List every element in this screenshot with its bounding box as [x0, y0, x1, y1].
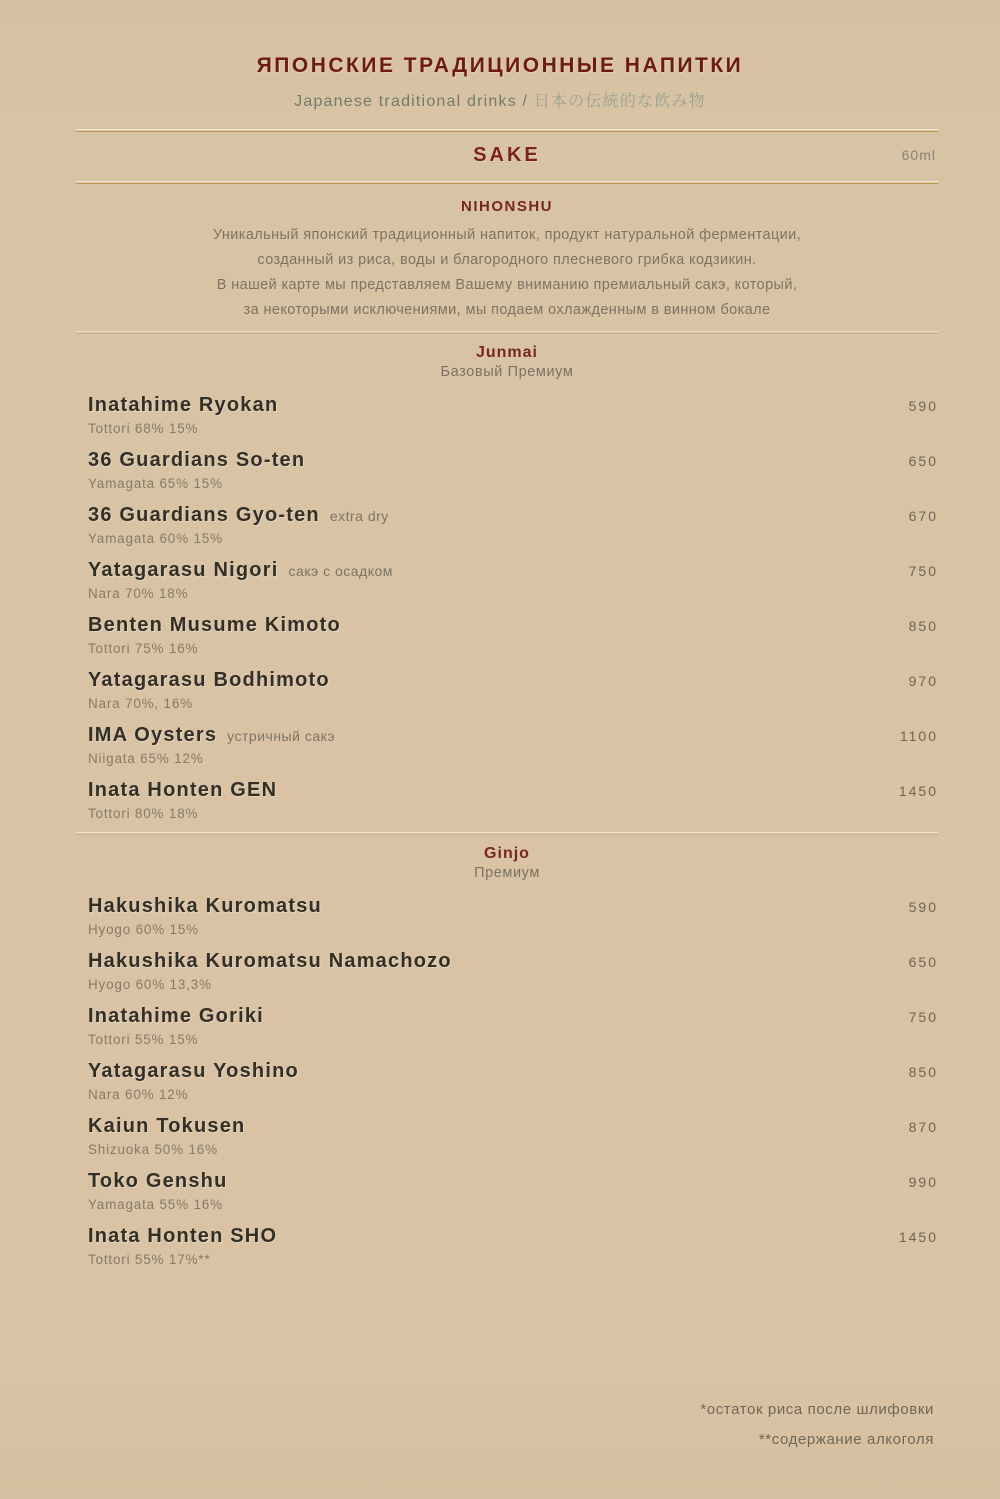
nihonshu-heading: NIHONSHU: [460, 198, 553, 215]
item-details: Tottori 75% 16%: [88, 641, 199, 656]
item-details: Nara 70%, 16%: [88, 696, 193, 711]
item-details: Yamagata 55% 16%: [88, 1197, 223, 1212]
description-line: созданный из риса, воды и благородного плесневого грибка кодзикин.: [257, 252, 757, 268]
item-list: [76, 392, 938, 822]
separator-line: [76, 181, 938, 184]
menu-item: [76, 777, 938, 822]
sake-heading: SAKE: [473, 144, 541, 166]
page-subtitle: [0, 88, 1000, 111]
subtitle-english: Japanese traditional drinks /: [294, 93, 534, 110]
item-price: 970: [908, 673, 938, 689]
menu-item: [76, 893, 938, 938]
menu-item: [76, 447, 938, 492]
item-name: Yatagarasu Bodhimoto: [88, 669, 330, 691]
item-name: Inata Honten GEN: [88, 779, 278, 801]
menu-item: [76, 667, 938, 712]
separator-line: [76, 832, 938, 835]
item-details: Tottori 68% 15%: [88, 421, 199, 436]
description-line: за некоторыми исключениями, мы подаем охлажденным в винном бокале: [243, 302, 771, 318]
item-details: Nara 60% 12%: [88, 1087, 189, 1102]
menu-item: [76, 557, 938, 602]
menu-item: [76, 1058, 938, 1103]
item-name: Yatagarasu Yoshino: [88, 1060, 299, 1082]
item-details: Hyogo 60% 15%: [88, 922, 199, 937]
section-ginjo: [76, 845, 938, 1268]
item-name: Inatahime Goriki: [88, 1005, 264, 1027]
item-note: устричный сакэ: [227, 728, 336, 744]
menu-item: [76, 1223, 938, 1268]
section-title: Ginjo: [484, 845, 530, 862]
item-price: 850: [908, 1064, 938, 1080]
nihonshu-description: [76, 223, 938, 323]
item-name: IMA Oysters: [88, 724, 218, 746]
item-price: 590: [908, 899, 938, 915]
item-price: 990: [908, 1174, 938, 1190]
item-name: Hakushika Kuromatsu: [88, 895, 322, 917]
item-note: extra dry: [329, 508, 389, 524]
section-title: Junmai: [475, 344, 538, 361]
item-details: Tottori 55% 15%: [88, 1032, 199, 1047]
section-subtitle: Премиум: [474, 865, 540, 881]
item-name: Hakushika Kuromatsu Namachozo: [88, 950, 452, 972]
item-name: 36 Guardians So-ten: [88, 449, 306, 471]
footnote-rice-polish: *остаток риса после шлифовки: [700, 1401, 934, 1418]
footnote-alcohol: **содержание алкоголя: [758, 1431, 934, 1448]
item-details: Nara 70% 18%: [88, 586, 189, 601]
item-details: Tottori 80% 18%: [88, 806, 199, 821]
description-line: В нашей карте мы представляем Вашему вниманию премиальный сакэ, который,: [216, 277, 798, 293]
item-details: Hyogo 60% 13,3%: [88, 977, 212, 992]
item-details: Yamagata 65% 15%: [88, 476, 223, 491]
menu-item: [76, 1113, 938, 1158]
menu-item: [76, 502, 938, 547]
item-name: Kaiun Tokusen: [88, 1115, 246, 1137]
item-name: Inatahime Ryokan: [88, 394, 279, 416]
menu-item: [76, 392, 938, 437]
item-price: 850: [908, 618, 938, 634]
item-name: Benten Musume Kimoto: [88, 614, 341, 636]
item-name: Toko Genshu: [88, 1170, 228, 1192]
item-note: сакэ с осадком: [288, 563, 393, 579]
subtitle-japanese: 日本の伝統的な飲み物: [533, 93, 706, 110]
item-price: 590: [908, 398, 938, 414]
item-price: 1450: [898, 783, 938, 799]
menu-item: [76, 948, 938, 993]
item-price: 1100: [899, 728, 938, 744]
item-details: Yamagata 60% 15%: [88, 531, 223, 546]
item-details: Niigata 65% 12%: [88, 751, 204, 766]
separator-line: [76, 129, 938, 132]
menu-item: [76, 1168, 938, 1213]
item-list: [76, 893, 938, 1268]
item-name: 36 Guardians Gyo-ten: [88, 504, 320, 526]
menu-item: [76, 722, 938, 767]
item-price: 750: [908, 563, 938, 579]
description-line: Уникальный японский традиционный напиток, продукт натуральной ферментации,: [212, 227, 802, 243]
separator-line: [76, 331, 938, 334]
footnotes: [700, 1395, 934, 1455]
item-price: 750: [908, 1009, 938, 1025]
item-price: 670: [908, 508, 938, 524]
menu-item: [76, 1003, 938, 1048]
item-price: 650: [908, 954, 938, 970]
item-name: Inata Honten SHO: [88, 1225, 278, 1247]
item-name: Yatagarasu Nigori: [88, 559, 279, 581]
section-subtitle: Базовый Премиум: [440, 364, 574, 380]
item-price: 870: [908, 1119, 938, 1135]
menu-item: [76, 612, 938, 657]
item-price: 650: [908, 453, 938, 469]
item-details: Tottori 55% 17%**: [88, 1252, 211, 1267]
sake-header-row: [76, 138, 938, 172]
item-price: 1450: [898, 1229, 938, 1245]
serving-volume: 60ml: [901, 147, 936, 163]
item-details: Shizuoka 50% 16%: [88, 1142, 218, 1157]
section-junmai: [76, 344, 938, 822]
page-title: ЯПОНСКИЕ ТРАДИЦИОННЫЕ НАПИТКИ: [256, 54, 744, 77]
